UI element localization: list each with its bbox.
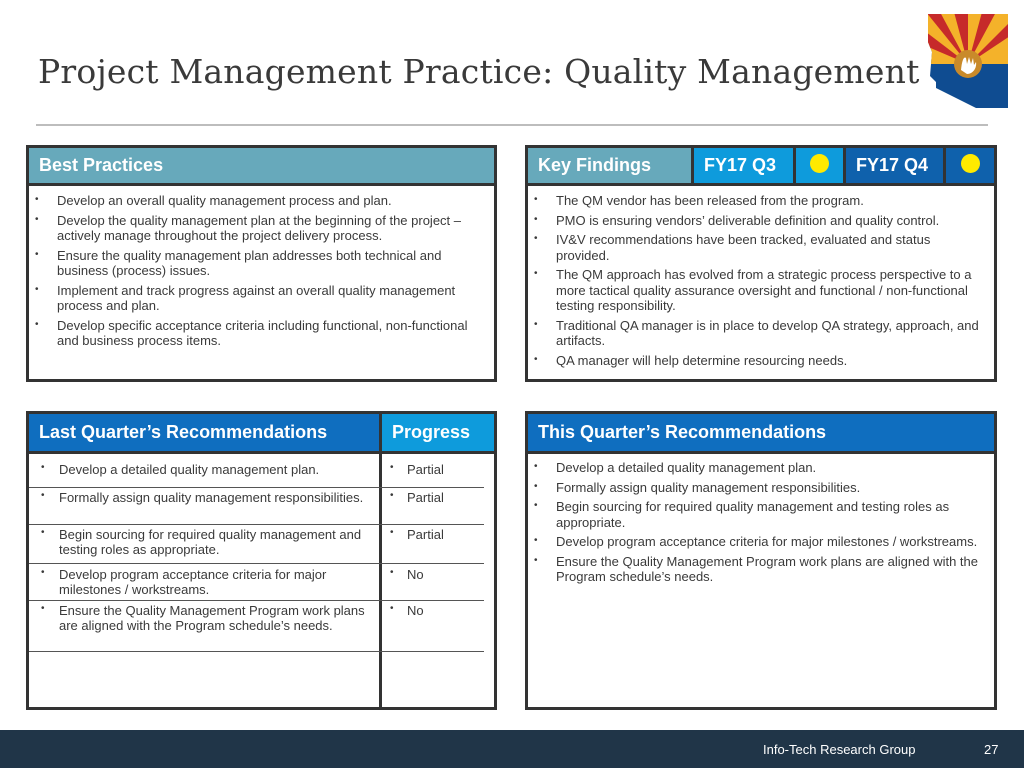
list-item: • IV&V recommendations have been tracked, evaluated and status provided. — [528, 232, 986, 263]
table-row — [29, 488, 484, 525]
recommendation-cell: • Formally assign quality management responsibilities. — [59, 491, 374, 506]
recommendation-cell: • Develop a detailed quality management plan. — [59, 463, 374, 478]
best-practices-heading: Best Practices — [39, 155, 164, 175]
list-item: • Begin sourcing for required quality management and testing roles as appropriate. — [528, 499, 978, 530]
fy17-q4-label: FY17 Q4 — [856, 155, 929, 175]
table-row — [29, 601, 484, 652]
table-row — [29, 457, 484, 488]
progress-cell: • Partial — [407, 491, 444, 506]
status-dot-icon — [961, 154, 980, 173]
fy17-q3-label: FY17 Q3 — [704, 155, 777, 175]
list-item: • Ensure the quality management plan addresses both technical and business (process) issues. — [29, 248, 484, 279]
fy17-q4-header — [846, 148, 946, 186]
progress-cell: • Partial — [407, 463, 444, 478]
recommendation-cell: • Develop program acceptance criteria for major milestones / workstreams. — [59, 568, 374, 597]
best-practices-list — [29, 193, 484, 353]
fy17-q4-status-cell — [946, 148, 994, 186]
list-item: • Ensure the Quality Management Program work plans are aligned with the Program schedule’s needs. — [528, 554, 978, 585]
recommendation-cell: • Ensure the Quality Management Program work plans are aligned with the Program schedule’s needs. — [59, 604, 374, 633]
fy17-q3-status-cell — [796, 148, 846, 186]
list-item: • Develop specific acceptance criteria including functional, non-functional and business process items. — [29, 318, 484, 349]
arizona-flag-state-logo-icon — [926, 12, 1010, 112]
progress-cell: • Partial — [407, 528, 444, 543]
list-item: • Implement and track progress against an overall quality management process and plan. — [29, 283, 484, 314]
fy17-q3-header — [694, 148, 796, 186]
list-item: • Develop an overall quality management process and plan. — [29, 193, 484, 209]
progress-heading: Progress — [392, 422, 471, 442]
this-quarter-panel — [525, 411, 997, 710]
best-practices-header — [29, 148, 494, 186]
key-findings-panel — [525, 145, 997, 382]
list-item: • Develop program acceptance criteria for major milestones / workstreams. — [528, 534, 978, 550]
this-quarter-list — [528, 460, 978, 589]
progress-header — [382, 414, 494, 454]
list-item: • QA manager will help determine resourcing needs. — [528, 353, 986, 369]
status-dot-icon — [810, 154, 829, 173]
list-item: • Traditional QA manager is in place to develop QA strategy, approach, and artifacts. — [528, 318, 986, 349]
last-quarter-heading: Last Quarter’s Recommendations — [39, 422, 328, 442]
key-findings-list — [528, 193, 986, 372]
list-item: • The QM approach has evolved from a strategic process perspective to a more tactical quality assurance oversight and functional / non-functional testing responsibility. — [528, 267, 986, 314]
page-number: 27 — [984, 742, 999, 757]
last-quarter-panel — [26, 411, 497, 710]
progress-cell: • No — [407, 604, 424, 619]
footer-bar — [0, 730, 1024, 768]
recommendation-cell: • Begin sourcing for required quality management and testing roles as appropriate. — [59, 528, 374, 557]
list-item: • Develop a detailed quality management plan. — [528, 460, 978, 476]
this-quarter-heading: This Quarter’s Recommendations — [538, 422, 827, 442]
key-findings-header — [528, 148, 694, 186]
key-findings-heading: Key Findings — [538, 155, 652, 175]
page-title: Project Management Practice: Quality Management — [38, 52, 920, 91]
list-item: • Formally assign quality management responsibilities. — [528, 480, 978, 496]
list-item: • Develop the quality management plan at the beginning of the project – actively manage throughout the project delivery process. — [29, 213, 484, 244]
best-practices-panel — [26, 145, 497, 382]
last-quarter-header — [29, 414, 382, 454]
footer-org: Info-Tech Research Group — [763, 742, 916, 757]
title-divider — [36, 124, 988, 126]
progress-cell: • No — [407, 568, 424, 583]
list-item: • The QM vendor has been released from the program. — [528, 193, 986, 209]
this-quarter-header — [528, 414, 994, 454]
table-row — [29, 525, 484, 564]
list-item: • PMO is ensuring vendors’ deliverable definition and quality control. — [528, 213, 986, 229]
table-row — [29, 564, 484, 601]
